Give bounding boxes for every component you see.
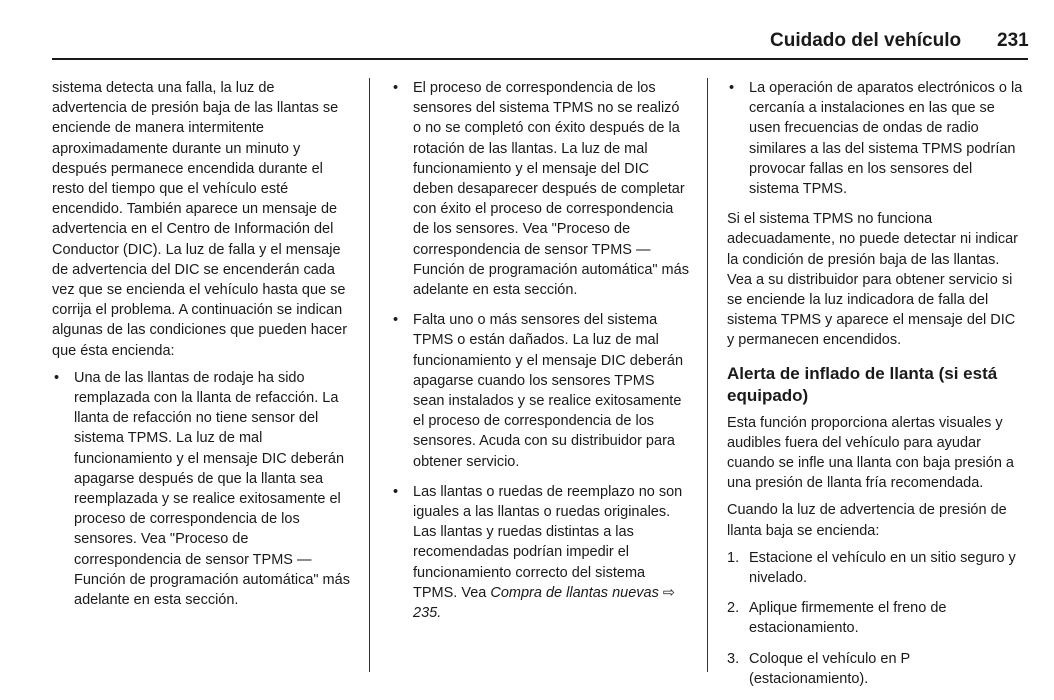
- bullet-icon: •: [393, 483, 399, 500]
- bullet-list: [391, 78, 689, 623]
- list-item-text: El proceso de correspondencia de los sensores del sistema TPMS no se realizó o no se completó con éxito después de la rotación de las llantas. La luz de mal funcionamiento y el mensaje del DIC deben desaparecer después de completar con éxito el proceso de correspondencia de los sensores. Vea "Proceso de correspondencia de sensor TPMS — Función de programación automática" más adelante en esta sección.: [413, 80, 689, 299]
- list-item: [727, 78, 1025, 199]
- arrow-right-icon: ⇨: [662, 584, 676, 601]
- step-number: 2.: [727, 600, 740, 617]
- bullet-list: [52, 368, 352, 610]
- step-number: 3.: [727, 650, 740, 667]
- list-item-text: La operación de aparatos electrónicos o la cercanía a instalaciones en las que se usen frecuencias de ondas de radio similares a las del sistema TPMS podrían provocar fallas en los sensores del sistema TPMS.: [749, 80, 1023, 198]
- step-item: [727, 598, 1025, 638]
- step-text: Coloque el vehículo en P (estacionamiento).: [749, 650, 910, 687]
- feature-paragraph: Esta función proporciona alertas visuales y audibles fuera del vehículo para ayudar cuando se infle una llanta con baja presión a una presión de llanta fría recomendada.: [727, 414, 1014, 492]
- list-item: [391, 482, 689, 623]
- step-item: [727, 548, 1025, 588]
- page-number: 231: [997, 30, 1029, 51]
- condition-paragraph: Cuando la luz de advertencia de presión de llanta baja se encienda:: [727, 502, 1007, 539]
- step-number: 1.: [727, 549, 740, 566]
- header-rule: [52, 58, 1028, 60]
- list-item-text: Falta uno o más sensores del sistema TPMS o están dañados. La luz de mal funcionamiento y el mensaje DIC deberán apagarse cuando los sensores TPMS sean instalados y se realice exitosamente el proceso de correspondencia de los sensores. Acuda con su distribuidor para obtener servicio.: [413, 312, 684, 470]
- list-item-text: Una de las llantas de rodaje ha sido remplazada con la llanta de refacción. La llanta de refacción no tiene sensor del sistema TPMS. La luz de mal funcionamiento y el mensaje DIC deberán apagarse después de que la llanta sea reemplazada y se realice exitosamente el proceso de correspondencia de los sensores. Vea "Proceso de correspondencia de sensor TPMS — Función de programación automática" más adelante en esta sección.: [74, 369, 350, 609]
- column-1: [52, 78, 352, 620]
- tpms-paragraph: Si el sistema TPMS no funciona adecuadamente, no puede detectar ni indicar la condición de presión baja de las llantas. Vea a su distribuidor para obtener servicio si se enciende la luz indicadora de falla del sistema TPMS y aparece el mensaje del DIC y permanecen encendidos.: [727, 211, 1019, 349]
- list-item: [391, 78, 689, 300]
- section-title: Cuidado del vehículo: [770, 30, 962, 51]
- column-divider-2: [707, 78, 708, 672]
- bullet-icon: •: [393, 312, 399, 329]
- bullet-icon: •: [393, 80, 399, 96]
- step-text: Aplique firmemente el freno de estacionamiento.: [749, 600, 947, 637]
- list-item: [52, 368, 352, 610]
- column-divider-1: [369, 78, 370, 672]
- list-item: [391, 310, 689, 472]
- bullet-icon: •: [54, 369, 60, 386]
- cross-reference-page[interactable]: 235.: [413, 605, 442, 622]
- bullet-icon: •: [729, 80, 735, 96]
- step-text: Estacione el vehículo en un sitio seguro y nivelado.: [749, 549, 1016, 587]
- intro-paragraph: sistema detecta una falla, la luz de advertencia de presión baja de las llantas se enciende de manera intermitente aproximadamente durante un minuto y después permanece encendida durante el resto del tiempo que el vehículo esté encendido. También aparece un mensaje de advertencia en el Centro de Información del Conductor (DIC). La luz de falla y el mensaje de advertencia del DIC se encenderán cada vez que se encienda el vehículo hasta que se corrija el problema. A continuación se indican algunas de las condiciones que pueden hacer que ésta encienda:: [52, 80, 348, 359]
- numbered-steps: [727, 548, 1025, 689]
- step-item: [727, 649, 1025, 689]
- column-2: [391, 78, 689, 633]
- section-heading: Alerta de inflado de llanta (si está equipado): [727, 363, 998, 405]
- see-label: Vea: [461, 584, 487, 601]
- bullet-list: [727, 78, 1025, 199]
- list-item-text: Las llantas o ruedas de reemplazo no son iguales a las llantas o ruedas originales. Las llantas y ruedas distintas a las recomendadas podrían impedir el funcionamiento correcto del sistema TPMS.: [413, 483, 683, 601]
- cross-reference-link[interactable]: Compra de llantas nuevas: [490, 584, 659, 601]
- page-header: [0, 30, 1054, 60]
- column-3: [727, 78, 1025, 699]
